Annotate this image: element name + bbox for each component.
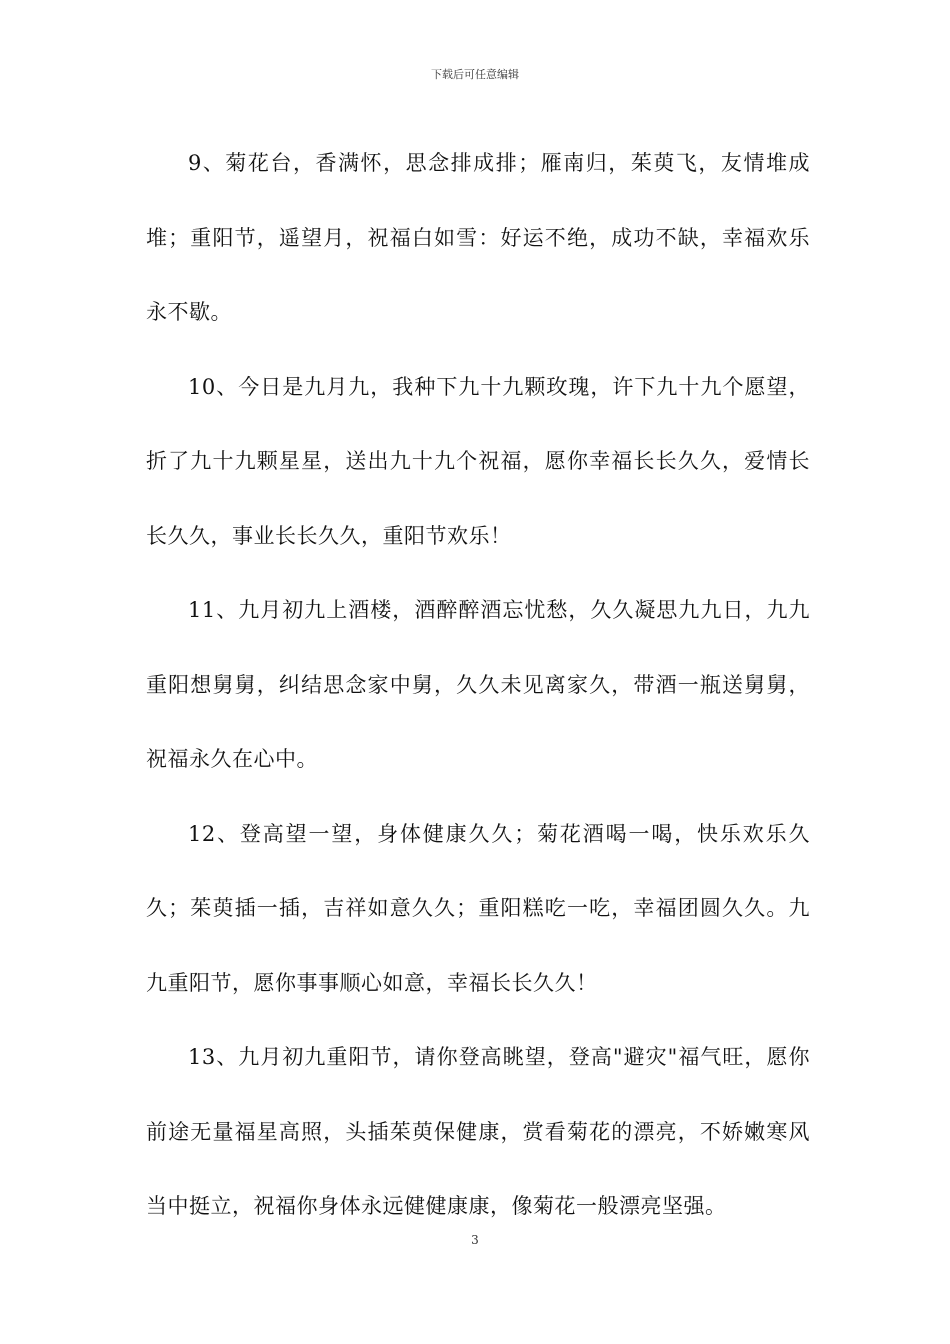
paragraph-12: 12、登高望一望，身体健康久久；菊花酒喝一喝，快乐欢乐久久；茱萸插一插，吉祥如意久久；重阳糕吃一吃，幸福团圆久久。九九重阳节，愿你事事顺心如意，幸福长长久久！ — [146, 821, 810, 995]
paragraph-13: 13、九月初九重阳节，请你登高眺望，登高"避灾"福气旺，愿你前途无量福星高照，头插茱萸保健康，赏看菊花的漂亮，不娇嫩寒风当中挺立，祝福你身体永远健健康康，像菊花一般漂亮坚强。 — [146, 1045, 810, 1218]
paragraph-10: 10、今日是九月九，我种下九十九颗玫瑰，许下九十九个愿望，折了九十九颗星星，送出九十九个祝福，愿你幸福长长久久，爱情长长久久，事业长长久久，重阳节欢乐！ — [146, 374, 810, 548]
page-number: 3 — [471, 1233, 479, 1247]
paragraph-11: 11、九月初九上酒楼，酒醉醉酒忘忧愁，久久凝思九九日，九九重阳想舅舅，纠结思念家中舅，久久未见离家久，带酒一瓶送舅舅，祝福永久在心中。 — [146, 598, 810, 771]
page-header: 下载后可任意编辑 — [431, 68, 519, 81]
document-body — [146, 126, 810, 1244]
paragraph-9: 9、菊花台，香满怀，思念排成排；雁南归，茱萸飞，友情堆成堆；重阳节，遥望月，祝福白如雪：好运不绝，成功不缺，幸福欢乐永不歇。 — [146, 151, 810, 324]
